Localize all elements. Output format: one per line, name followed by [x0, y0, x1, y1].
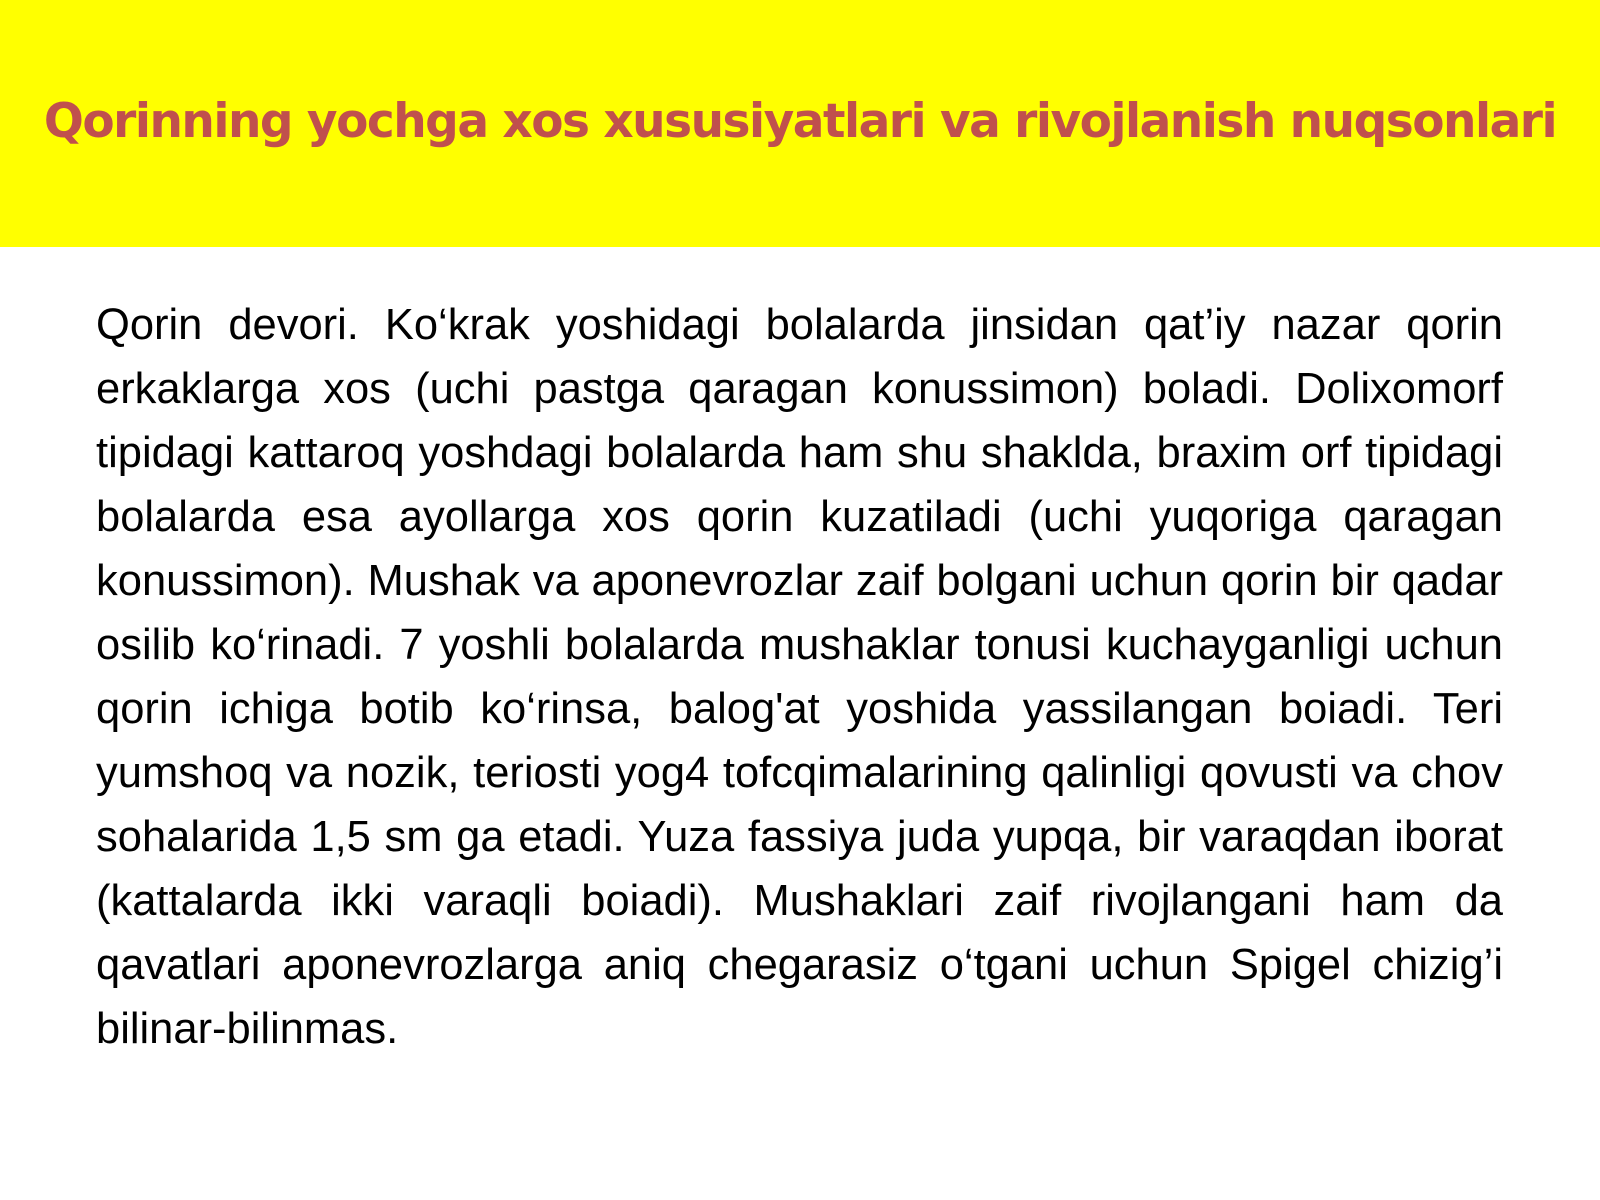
slide-body-text: Qorin devori. Ko‘krak yoshidagi bolalarda jinsidan qat’iy nazar qorin erkaklarga xos (uchi pastga qaragan konussimon) boladi. Dolixomorf tipidagi kattaroq yoshdagi bolalarda ham shu shaklda, braxim orf tipidagi bolalarda esa ayollarga xos qorin kuzatiladi (uchi yuqoriga qaragan konussimon). Mushak va aponevrozlar zaif bolgani uchun qorin bir qadar osilib ko‘rinadi. 7 yoshli bolalarda mushaklar tonusi kuchayganligi uchun qorin ichiga botib ko‘rinsa, balog'at yoshida yassilangan boiadi. Teri yumshoq va nozik, teriosti yog4 tofcqimalarining qalinligi qovusti va chov sohalarida 1,5 sm ga etadi. Yuza fassiya juda yupqa, bir varaqdan iborat (kattalarda ikki varaqli boiadi). Mushaklari zaif rivojlangani ham da qavatlari aponevrozlarga aniq chegarasiz o‘tgani uchun Spigel chizig’i bilinar-bilinmas. — [96, 301, 1503, 1053]
slide-title: Qorinning yochga xos xususiyatlari va rivojlanish nuqsonlari — [43, 94, 1557, 149]
title-band — [0, 0, 1600, 247]
